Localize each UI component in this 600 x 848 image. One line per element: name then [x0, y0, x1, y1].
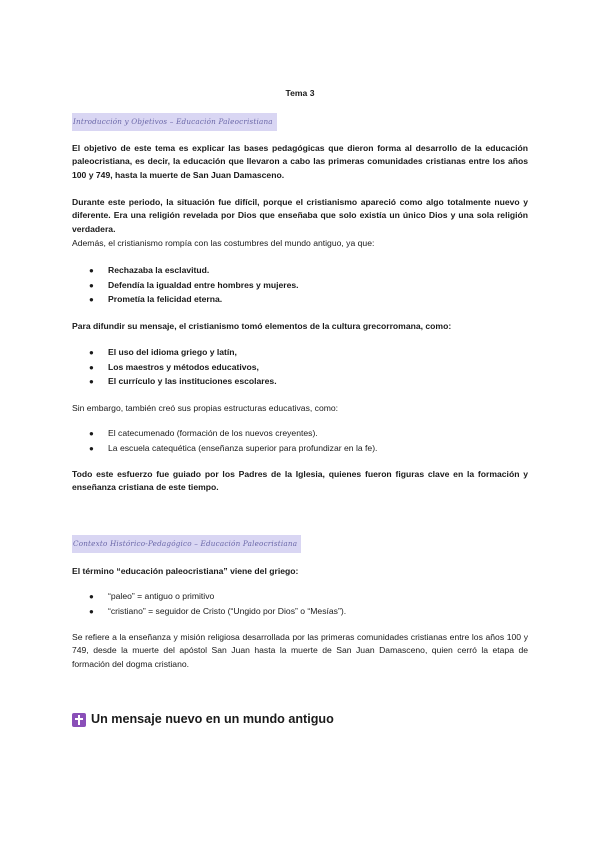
paragraph-termino: El término “educación paleocristiana” viene del griego:	[72, 566, 299, 576]
list-estructuras	[72, 427, 528, 456]
paragraph-periodo: Durante este periodo, la situación fue difícil, porque el cristianismo apareció como algo totalmente nuevo y diferente. Era una religión revelada por Dios que enseñaba que solo existía un único Dios y una sola religión verdadera.	[72, 197, 528, 234]
list-item: ● La escuela catequética (enseñanza superior para profundizar en la fe).	[89, 442, 378, 453]
list-item: ● El currículo y las instituciones escolares.	[89, 376, 277, 387]
paragraph-ruptura: Además, el cristianismo rompía con las costumbres del mundo antiguo, ya que:	[72, 238, 375, 248]
latin-cross-icon	[72, 713, 86, 727]
list-item: ● Prometía la felicidad eterna.	[89, 294, 223, 305]
list-item: ● Los maestros y métodos educativos,	[89, 361, 259, 372]
paragraph-estructuras: Sin embargo, también creó sus propias estructuras educativas, como:	[72, 403, 339, 413]
section-title-mensaje-nuevo	[72, 713, 334, 727]
list-item: ● El uso del idioma griego y latín,	[89, 347, 237, 357]
list-item: ● “cristiano” = seguidor de Cristo (“Ungido por Dios” o “Mesías”).	[89, 605, 347, 616]
section-heading-introduccion: Introducción y Objetivos – Educación Paleocristiana	[72, 113, 277, 131]
list-cultura	[72, 346, 528, 390]
list-item: ● Defendía la igualdad entre hombres y mujeres.	[89, 279, 299, 290]
list-termino	[72, 590, 528, 619]
list-item: ● El catecumenado (formación de los nuevos creyentes).	[89, 428, 318, 438]
paragraph-padres-iglesia: Todo este esfuerzo fue guiado por los Padres de la Iglesia, quienes fueron figuras clave en la formación y enseñanza cristiana de este tiempo.	[72, 469, 528, 493]
paragraph-objetivo: El objetivo de este tema es explicar las bases pedagógicas que dieron forma al desarrollo de la educación paleocristiana, es decir, la educación que llevaron a cabo las primeras comunidades cristianas entre los años 100 y 749, hasta la muerte de San Juan Damasceno.	[72, 143, 528, 180]
paragraph-cultura: Para difundir su mensaje, el cristianismo tomó elementos de la cultura grecorromana, como:	[72, 321, 452, 331]
section-title-text: Un mensaje nuevo en un mundo antiguo	[91, 712, 334, 727]
document-title: Tema 3	[285, 88, 315, 98]
list-ruptura	[72, 264, 528, 308]
list-item: ● “paleo” = antiguo o primitivo	[89, 591, 215, 601]
section-heading-contexto: Contexto Histórico-Pedagógico – Educación Paleocristiana	[72, 535, 301, 553]
list-item: ● Rechazaba la esclavitud.	[89, 265, 210, 275]
paragraph-definicion: Se refiere a la enseñanza y misión religiosa desarrollada por las primeras comunidades cristianas entre los años 100 y 749, desde la muerte del apóstol San Juan hasta la muerte de San Juan Damasceno, quien cerró la etapa de formación del dogma cristiano.	[72, 632, 528, 669]
